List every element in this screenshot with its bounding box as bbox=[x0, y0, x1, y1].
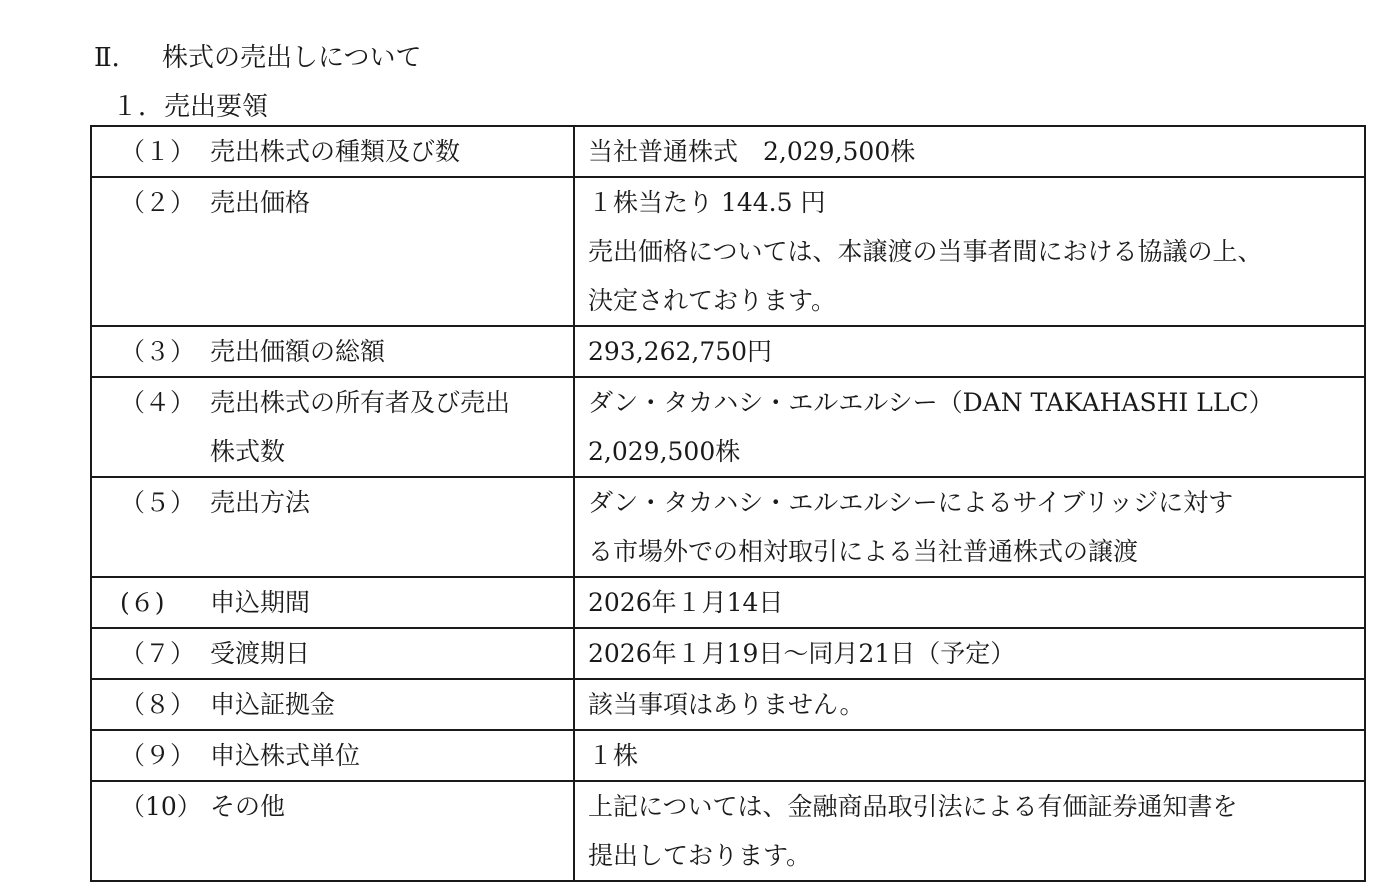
table-row bbox=[91, 377, 1365, 477]
row-label: 売出株式の種類及び数 bbox=[210, 137, 461, 166]
row-label: 売出価額の総額 bbox=[210, 337, 386, 366]
row-value-cell bbox=[574, 126, 1365, 177]
row-value: 売出価格については、本譲渡の当事者間における協議の上、 bbox=[588, 237, 1263, 266]
row-label: 売出株式の所有者及び売出 bbox=[210, 388, 511, 417]
table-row bbox=[91, 326, 1365, 377]
row-number: （４） bbox=[120, 388, 196, 417]
section-title: 株式の売出しについて bbox=[162, 43, 422, 73]
row-value-cell bbox=[574, 577, 1365, 628]
table-row bbox=[91, 177, 1365, 326]
row-label-cell bbox=[91, 781, 574, 881]
offering-terms-table bbox=[90, 125, 1366, 882]
row-value-cell bbox=[574, 679, 1365, 730]
row-value: 293,262,750円 bbox=[588, 337, 773, 366]
row-label-cell bbox=[91, 326, 574, 377]
row-number: （９） bbox=[120, 741, 196, 770]
row-label: 申込株式単位 bbox=[210, 741, 361, 770]
row-value-cell bbox=[574, 477, 1365, 577]
row-value: 2,029,500株 bbox=[588, 437, 741, 466]
section-heading bbox=[94, 38, 421, 78]
row-number: （８） bbox=[120, 690, 196, 719]
row-label: 売出価格 bbox=[210, 188, 311, 217]
row-value: 2026年１月14日 bbox=[588, 588, 784, 617]
section-number: Ⅱ． bbox=[94, 43, 138, 73]
row-label-cell bbox=[91, 377, 574, 477]
row-value: る市場外での相対取引による当社普通株式の譲渡 bbox=[588, 537, 1139, 566]
row-value-cell bbox=[574, 377, 1365, 477]
table-row bbox=[91, 628, 1365, 679]
subsection-heading: １．売出要領 bbox=[112, 92, 269, 122]
row-label: 売出方法 bbox=[210, 488, 311, 517]
row-value-cell bbox=[574, 781, 1365, 881]
row-value-cell bbox=[574, 730, 1365, 781]
row-value: 該当事項はありません。 bbox=[588, 690, 865, 719]
row-value: 当社普通株式 2,029,500株 bbox=[588, 137, 916, 166]
row-label: 申込証拠金 bbox=[210, 690, 336, 719]
row-number: （１） bbox=[120, 137, 196, 166]
row-value: ダン・タカハシ・エルエルシーによるサイブリッジに対す bbox=[588, 488, 1234, 517]
row-value: ダン・タカハシ・エルエルシー（DAN TAKAHASHI LLC） bbox=[588, 388, 1274, 417]
row-label: 株式数 bbox=[210, 437, 286, 466]
row-value-cell bbox=[574, 177, 1365, 326]
row-number: （７） bbox=[120, 639, 196, 668]
row-label-cell bbox=[91, 628, 574, 679]
row-label-cell bbox=[91, 577, 574, 628]
row-label-cell bbox=[91, 177, 574, 326]
table-row bbox=[91, 477, 1365, 577]
row-label: 受渡期日 bbox=[210, 639, 311, 668]
row-value: 上記については、金融商品取引法による有価証券通知書を bbox=[588, 792, 1238, 821]
table-row bbox=[91, 781, 1365, 881]
row-label-cell bbox=[91, 679, 574, 730]
row-label-cell bbox=[91, 730, 574, 781]
row-value: 提出しております。 bbox=[588, 841, 812, 870]
row-number: （２） bbox=[120, 188, 196, 217]
row-value: １株 bbox=[588, 741, 639, 770]
table-row bbox=[91, 126, 1365, 177]
row-label-cell bbox=[91, 126, 574, 177]
row-label-cell bbox=[91, 477, 574, 577]
row-number: (６) bbox=[120, 588, 165, 617]
table-row bbox=[91, 577, 1365, 628]
row-number: （10） bbox=[120, 792, 202, 821]
row-number: （５） bbox=[120, 488, 196, 517]
row-number: （３） bbox=[120, 337, 196, 366]
row-value-cell bbox=[574, 628, 1365, 679]
row-value: １株当たり 144.5 円 bbox=[588, 188, 826, 217]
row-value: 2026年１月19日～同月21日（予定） bbox=[588, 639, 1016, 668]
row-value: 決定されております。 bbox=[588, 286, 837, 315]
row-label: その他 bbox=[210, 792, 286, 821]
table-row bbox=[91, 679, 1365, 730]
row-value-cell bbox=[574, 326, 1365, 377]
row-label: 申込期間 bbox=[210, 588, 311, 617]
table-row bbox=[91, 730, 1365, 781]
